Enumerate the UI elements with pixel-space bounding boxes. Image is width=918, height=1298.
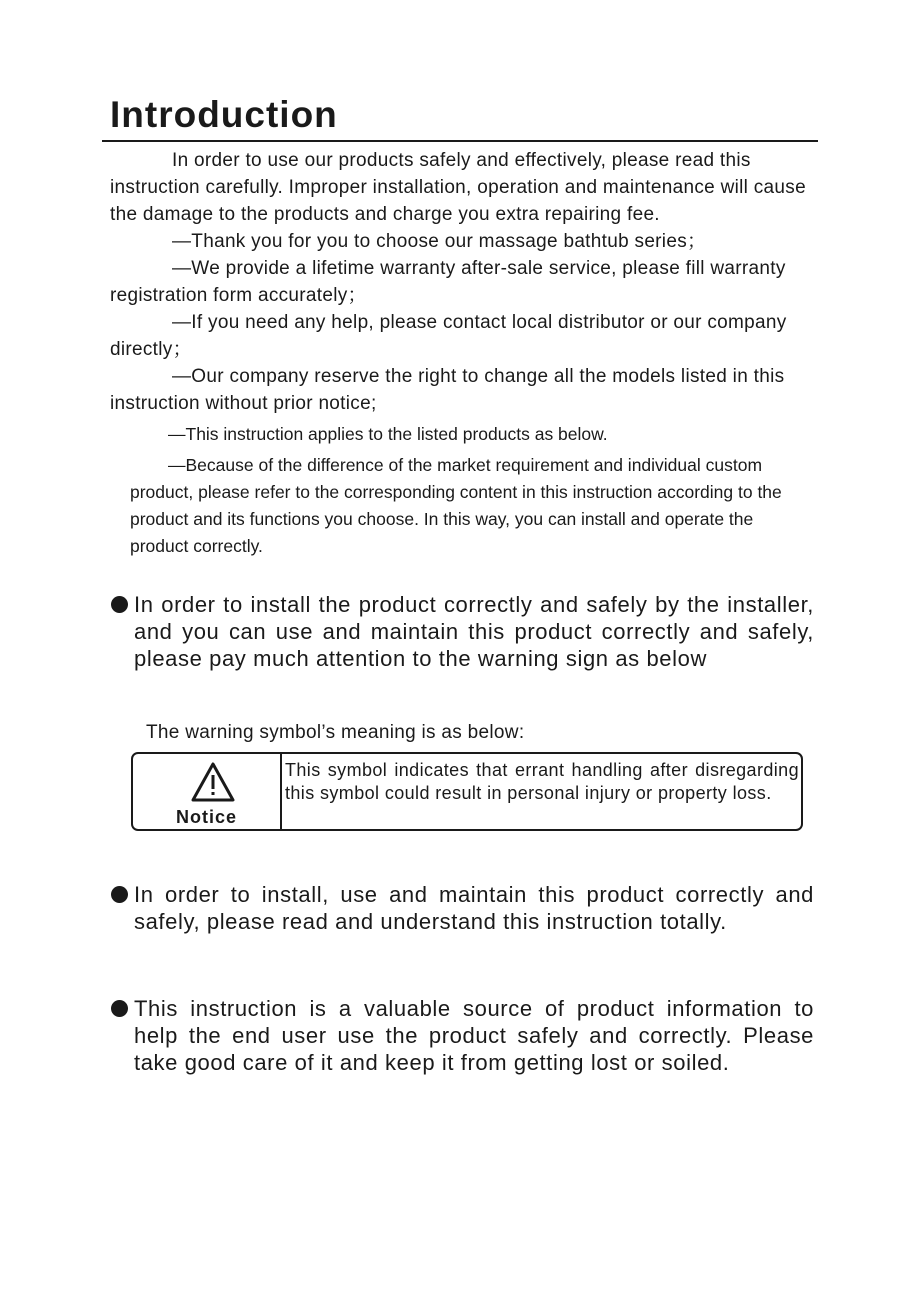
warning-box — [131, 752, 803, 831]
intro-section — [110, 147, 822, 417]
warning-caption: The warning symbol’s meaning is as below: — [146, 722, 525, 743]
bullet-dot-icon — [111, 596, 128, 613]
intro-paragraph: —Thank you for you to choose our massage bathtub series； — [172, 231, 707, 252]
warning-description: This symbol indicates that errant handling after disregarding this symbol could result in personal injury or property loss. — [285, 760, 799, 803]
intro-paragraph: —We provide a lifetime warranty after-sale service, please fill warranty registration form accurately； — [110, 258, 786, 306]
page-title: Introduction — [110, 94, 338, 135]
title-divider — [102, 140, 818, 142]
intro-notes — [130, 421, 810, 560]
bullet-item — [110, 591, 814, 672]
intro-paragraph: —If you need any help, please contact local distributor or our company directly； — [110, 312, 787, 360]
intro-paragraph: —Our company reserve the right to change all the models listed in this instruction without prior notice; — [110, 366, 785, 414]
bullet-dot-icon — [111, 886, 128, 903]
bullet-text: This instruction is a valuable source of product information to help the end user use the product safely and correctly. Please take good care of it and keep it from getting lost or soiled. — [134, 996, 814, 1075]
bullet-item — [110, 995, 814, 1076]
intro-note: —This instruction applies to the listed products as below. — [168, 424, 608, 444]
warning-divider — [280, 752, 282, 831]
bullet-text: In order to install, use and maintain this product correctly and safely, please read and understand this instruction totally. — [134, 882, 814, 934]
intro-paragraph: In order to use our products safely and effectively, please read this instruction carefully. Improper installation, operation and maintenance will cause the damage to the products and charge you extra repairing fee. — [110, 150, 806, 225]
bullet-item — [110, 881, 814, 935]
bullet-dot-icon — [111, 1000, 128, 1017]
warning-triangle-icon — [191, 762, 235, 802]
intro-note: —Because of the difference of the market requirement and individual custom product, please refer to the corresponding content in this instruction according to the product and its functions you choose. In this way, you can install and operate the product correctly. — [130, 455, 782, 556]
notice-label: Notice — [175, 807, 237, 827]
bullet-text: In order to install the product correctly and safely by the installer, and you can use and maintain this product correctly and safely, please pay much attention to the warning sign as below — [134, 592, 814, 671]
